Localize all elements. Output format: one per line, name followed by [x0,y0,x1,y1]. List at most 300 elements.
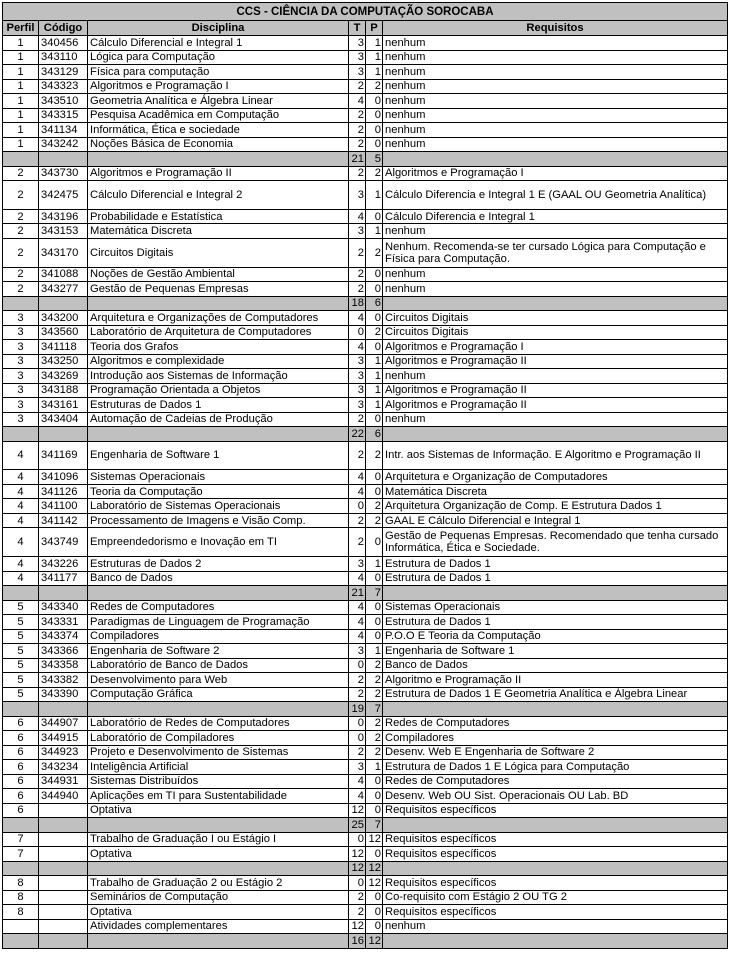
subtotal-t-cell: 25 [349,818,366,833]
subtotal-requisitos-cell [383,152,728,167]
disciplina-cell: Gestão de Pequenas Empresas [88,282,349,297]
t-cell: 3 [349,65,366,80]
codigo-cell: 343153 [39,224,88,239]
subtotal-row [3,861,728,876]
subtotal-row [3,427,728,442]
disciplina-cell: Laboratório de Banco de Dados [88,658,349,673]
subtotal-codigo-cell [39,861,88,876]
codigo-cell: 343277 [39,282,88,297]
subtotal-perfil-cell [3,586,39,601]
perfil-cell: 4 [3,528,39,557]
disciplina-cell: Trabalho de Graduação I ou Estágio I [88,832,349,847]
table-row [3,282,728,297]
t-cell: 0 [349,716,366,731]
perfil-cell: 1 [3,50,39,65]
codigo-cell: 343170 [39,238,88,267]
codigo-cell: 344915 [39,731,88,746]
t-cell: 4 [349,340,366,355]
requisitos-cell: Desenv. Web OU Sist. Operacionais OU Lab. BD [383,789,728,804]
subtotal-requisitos-cell [383,861,728,876]
requisitos-cell: Intr. aos Sistemas de Informação. E Algoritmo e Programação II [383,441,728,470]
codigo-cell [39,803,88,818]
t-cell: 2 [349,412,366,427]
table-row [3,94,728,109]
p-cell: 0 [366,789,383,804]
p-cell: 0 [366,412,383,427]
perfil-cell: 3 [3,398,39,413]
codigo-cell: 344907 [39,716,88,731]
subtotal-codigo-cell [39,702,88,717]
codigo-cell: 343560 [39,325,88,340]
subtotal-perfil-cell [3,152,39,167]
codigo-cell: 341100 [39,499,88,514]
disciplina-cell: Circuitos Digitais [88,238,349,267]
codigo-cell: 341134 [39,123,88,138]
p-cell: 2 [366,731,383,746]
perfil-cell: 2 [3,238,39,267]
t-cell: 0 [349,499,366,514]
requisitos-cell: Algoritmos e Programação I [383,340,728,355]
requisitos-cell: Algoritmos e Programação I [383,166,728,181]
t-cell: 0 [349,325,366,340]
codigo-cell: 341088 [39,267,88,282]
p-cell: 12 [366,876,383,891]
perfil-cell: 1 [3,65,39,80]
codigo-cell: 341177 [39,571,88,586]
codigo-cell: 341126 [39,484,88,499]
requisitos-cell: nenhum [383,94,728,109]
perfil-cell: 2 [3,209,39,224]
codigo-cell: 341169 [39,441,88,470]
t-cell: 2 [349,528,366,557]
perfil-cell: 1 [3,108,39,123]
codigo-cell: 342475 [39,181,88,210]
table-row [3,325,728,340]
table-row [3,832,728,847]
p-cell: 0 [366,600,383,615]
t-cell: 2 [349,745,366,760]
p-cell: 1 [366,398,383,413]
perfil-cell: 4 [3,513,39,528]
p-cell: 1 [366,383,383,398]
perfil-cell: 4 [3,484,39,499]
codigo-cell [39,919,88,934]
perfil-cell: 3 [3,354,39,369]
table-row [3,354,728,369]
perfil-cell: 5 [3,615,39,630]
p-cell: 1 [366,65,383,80]
requisitos-cell: Compiladores [383,731,728,746]
disciplina-cell: Cálculo Diferencial e Integral 1 [88,36,349,51]
disciplina-cell: Seminários de Computação [88,890,349,905]
disciplina-cell: Sistemas Operacionais [88,470,349,485]
subtotal-t-cell: 18 [349,296,366,311]
table-row [3,731,728,746]
requisitos-cell: nenhum [383,267,728,282]
p-cell: 0 [366,311,383,326]
subtotal-p-cell: 7 [366,818,383,833]
t-cell: 4 [349,470,366,485]
disciplina-cell: Cálculo Diferencial e Integral 2 [88,181,349,210]
requisitos-cell: nenhum [383,282,728,297]
disciplina-cell: Computação Gráfica [88,687,349,702]
disciplina-cell: Trabalho de Graduação 2 ou Estágio 2 [88,876,349,891]
requisitos-cell: Banco de Dados [383,658,728,673]
p-cell: 1 [366,644,383,659]
disciplina-cell: Optativa [88,905,349,920]
codigo-cell: 340456 [39,36,88,51]
codigo-cell: 343196 [39,209,88,224]
codigo-cell: 343358 [39,658,88,673]
perfil-cell: 6 [3,716,39,731]
t-cell: 2 [349,137,366,152]
requisitos-cell: nenhum [383,36,728,51]
table-row [3,513,728,528]
requisitos-cell: Circuitos Digitais [383,311,728,326]
codigo-cell: 343234 [39,760,88,775]
p-cell: 0 [366,108,383,123]
subtotal-disciplina-cell [88,427,349,442]
disciplina-cell: Laboratório de Sistemas Operacionais [88,499,349,514]
t-cell: 2 [349,513,366,528]
disciplina-cell: Informática, Ética e sociedade [88,123,349,138]
disciplina-cell: Desenvolvimento para Web [88,673,349,688]
header-requisitos: Requisitos [383,21,728,36]
p-cell: 12 [366,832,383,847]
p-cell: 0 [366,470,383,485]
table-row [3,340,728,355]
perfil-cell: 2 [3,166,39,181]
codigo-cell: 343110 [39,50,88,65]
subtotal-t-cell: 16 [349,934,366,949]
table-row [3,658,728,673]
t-cell: 4 [349,571,366,586]
subtotal-p-cell: 7 [366,702,383,717]
disciplina-cell: Banco de Dados [88,571,349,586]
table-row [3,629,728,644]
t-cell: 3 [349,224,366,239]
p-cell: 2 [366,673,383,688]
requisitos-cell: Redes de Computadores [383,774,728,789]
perfil-cell: 6 [3,731,39,746]
subtotal-codigo-cell [39,152,88,167]
p-cell: 0 [366,282,383,297]
codigo-cell: 341118 [39,340,88,355]
p-cell: 0 [366,267,383,282]
perfil-cell: 6 [3,803,39,818]
perfil-cell: 1 [3,123,39,138]
perfil-cell: 3 [3,383,39,398]
perfil-cell: 2 [3,224,39,239]
p-cell: 0 [366,847,383,862]
perfil-cell: 2 [3,282,39,297]
table-row [3,644,728,659]
disciplina-cell: Teoria dos Grafos [88,340,349,355]
codigo-cell: 343374 [39,629,88,644]
header-p: P [366,21,383,36]
t-cell: 3 [349,398,366,413]
table-row [3,890,728,905]
t-cell: 4 [349,311,366,326]
disciplina-cell: Algoritmos e complexidade [88,354,349,369]
t-cell: 2 [349,282,366,297]
subtotal-t-cell: 22 [349,427,366,442]
subtotal-codigo-cell [39,586,88,601]
codigo-cell: 343510 [39,94,88,109]
requisitos-cell: Co-requisito com Estágio 2 OU TG 2 [383,890,728,905]
perfil-cell: 8 [3,876,39,891]
table-row [3,166,728,181]
requisitos-cell: Cálculo Diferencia e Integral 1 E (GAAL OU Geometria Analítica) [383,181,728,210]
requisitos-cell: Estrutura de Dados 1 [383,615,728,630]
subtotal-requisitos-cell [383,427,728,442]
t-cell: 12 [349,847,366,862]
disciplina-cell: Introdução aos Sistemas de Informação [88,369,349,384]
disciplina-cell: Estruturas de Dados 2 [88,557,349,572]
p-cell: 1 [366,557,383,572]
table-row [3,615,728,630]
p-cell: 0 [366,528,383,557]
table-row [3,209,728,224]
subtotal-p-cell: 7 [366,586,383,601]
codigo-cell: 343188 [39,383,88,398]
subtotal-perfil-cell [3,427,39,442]
requisitos-cell: Algoritmos e Programação II [383,398,728,413]
codigo-cell [39,847,88,862]
subtotal-p-cell: 12 [366,934,383,949]
t-cell: 0 [349,658,366,673]
p-cell: 0 [366,803,383,818]
requisitos-cell: Desenv. Web E Engenharia de Software 2 [383,745,728,760]
requisitos-cell: Gestão de Pequenas Empresas. Recomendado que tenha cursado Informática, Ética e Sociedade. [383,528,728,557]
disciplina-cell: Automação de Cadeias de Produção [88,412,349,427]
table-row [3,441,728,470]
table-row [3,760,728,775]
header-disciplina: Disciplina [88,21,349,36]
p-cell: 0 [366,774,383,789]
t-cell: 2 [349,123,366,138]
perfil-cell: 5 [3,644,39,659]
subtotal-perfil-cell [3,296,39,311]
requisitos-cell: nenhum [383,919,728,934]
p-cell: 0 [366,340,383,355]
subtotal-disciplina-cell [88,702,349,717]
table-row [3,311,728,326]
codigo-cell: 343250 [39,354,88,369]
requisitos-cell: Redes de Computadores [383,716,728,731]
disciplina-cell: Estruturas de Dados 1 [88,398,349,413]
disciplina-cell: Física para computação [88,65,349,80]
subtotal-requisitos-cell [383,296,728,311]
t-cell: 2 [349,441,366,470]
table-row [3,412,728,427]
disciplina-cell: Lógica para Computação [88,50,349,65]
t-cell: 3 [349,354,366,369]
subtotal-codigo-cell [39,934,88,949]
disciplina-cell: Engenharia de Software 2 [88,644,349,659]
table-row [3,745,728,760]
disciplina-cell: Probabilidade e Estatística [88,209,349,224]
disciplina-cell: Programação Orientada a Objetos [88,383,349,398]
table-row [3,123,728,138]
subtotal-p-cell: 6 [366,296,383,311]
subtotal-requisitos-cell [383,586,728,601]
perfil-cell: 4 [3,441,39,470]
t-cell: 4 [349,209,366,224]
perfil-cell: 3 [3,369,39,384]
p-cell: 1 [366,760,383,775]
perfil-cell [3,919,39,934]
requisitos-cell: nenhum [383,137,728,152]
codigo-cell: 343323 [39,79,88,94]
requisitos-cell: Estrutura de Dados 1 [383,557,728,572]
t-cell: 4 [349,615,366,630]
subtotal-disciplina-cell [88,152,349,167]
requisitos-cell: Arquitetura Organização de Comp. E Estrutura Dados 1 [383,499,728,514]
disciplina-cell: Noções de Gestão Ambiental [88,267,349,282]
codigo-cell: 343161 [39,398,88,413]
codigo-cell: 343730 [39,166,88,181]
p-cell: 2 [366,238,383,267]
perfil-cell: 4 [3,571,39,586]
t-cell: 2 [349,890,366,905]
t-cell: 4 [349,629,366,644]
disciplina-cell: Inteligência Artificial [88,760,349,775]
codigo-cell: 343129 [39,65,88,80]
requisitos-cell: nenhum [383,224,728,239]
perfil-cell: 6 [3,774,39,789]
p-cell: 0 [366,919,383,934]
codigo-cell: 343226 [39,557,88,572]
subtotal-t-cell: 21 [349,152,366,167]
t-cell: 4 [349,600,366,615]
table-row [3,876,728,891]
t-cell: 2 [349,166,366,181]
codigo-cell: 343200 [39,311,88,326]
perfil-cell: 4 [3,557,39,572]
p-cell: 2 [366,499,383,514]
t-cell: 4 [349,94,366,109]
perfil-cell: 5 [3,673,39,688]
codigo-cell: 343269 [39,369,88,384]
codigo-cell: 343331 [39,615,88,630]
table-row [3,919,728,934]
p-cell: 2 [366,658,383,673]
subtotal-row [3,702,728,717]
requisitos-cell: Estrutura de Dados 1 [383,571,728,586]
table-row [3,557,728,572]
table-row [3,600,728,615]
requisitos-cell: Requisitos específicos [383,847,728,862]
t-cell: 3 [349,369,366,384]
disciplina-cell: Teoria da Computação [88,484,349,499]
perfil-cell: 8 [3,905,39,920]
table-row [3,484,728,499]
t-cell: 4 [349,789,366,804]
requisitos-cell: Arquitetura e Organização de Computadores [383,470,728,485]
subtotal-disciplina-cell [88,296,349,311]
subtotal-disciplina-cell [88,818,349,833]
t-cell: 12 [349,919,366,934]
table-row [3,571,728,586]
p-cell: 0 [366,571,383,586]
subtotal-codigo-cell [39,427,88,442]
p-cell: 1 [366,36,383,51]
perfil-cell: 5 [3,687,39,702]
subtotal-p-cell: 12 [366,861,383,876]
codigo-cell: 344923 [39,745,88,760]
table-row [3,716,728,731]
t-cell: 0 [349,876,366,891]
disciplina-cell: Laboratório de Arquitetura de Computadores [88,325,349,340]
subtotal-row [3,296,728,311]
t-cell: 2 [349,687,366,702]
perfil-cell: 3 [3,412,39,427]
p-cell: 2 [366,687,383,702]
table-row [3,528,728,557]
subtotal-codigo-cell [39,818,88,833]
table-row [3,383,728,398]
p-cell: 1 [366,224,383,239]
subtotal-perfil-cell [3,861,39,876]
t-cell: 3 [349,644,366,659]
table-row [3,238,728,267]
perfil-cell: 7 [3,847,39,862]
table-row [3,50,728,65]
perfil-cell: 8 [3,890,39,905]
requisitos-cell: nenhum [383,108,728,123]
t-cell: 3 [349,36,366,51]
disciplina-cell: Optativa [88,803,349,818]
disciplina-cell: Sistemas Distribuídos [88,774,349,789]
perfil-cell: 1 [3,79,39,94]
perfil-cell: 2 [3,267,39,282]
table-row [3,774,728,789]
codigo-cell: 343315 [39,108,88,123]
table-row [3,789,728,804]
requisitos-cell: nenhum [383,123,728,138]
perfil-cell: 5 [3,629,39,644]
codigo-cell: 343749 [39,528,88,557]
requisitos-cell: nenhum [383,65,728,80]
p-cell: 1 [366,50,383,65]
p-cell: 2 [366,441,383,470]
table-row [3,803,728,818]
perfil-cell: 3 [3,325,39,340]
disciplina-cell: Laboratório de Compiladores [88,731,349,746]
table-row [3,65,728,80]
t-cell: 0 [349,731,366,746]
codigo-cell: 343366 [39,644,88,659]
p-cell: 2 [366,716,383,731]
subtotal-perfil-cell [3,702,39,717]
header-codigo: Código [39,21,88,36]
disciplina-cell: Geometria Analítica e Álgebra Linear [88,94,349,109]
disciplina-cell: Atividades complementares [88,919,349,934]
requisitos-cell: Requisitos específicos [383,876,728,891]
codigo-cell: 343242 [39,137,88,152]
table-row [3,369,728,384]
subtotal-row [3,818,728,833]
requisitos-cell: nenhum [383,79,728,94]
disciplina-cell: Engenharia de Software 1 [88,441,349,470]
disciplina-cell: Optativa [88,847,349,862]
requisitos-cell: Engenharia de Software 1 [383,644,728,659]
subtotal-perfil-cell [3,934,39,949]
requisitos-cell: Algoritmos e Programação II [383,354,728,369]
t-cell: 2 [349,673,366,688]
subtotal-disciplina-cell [88,934,349,949]
